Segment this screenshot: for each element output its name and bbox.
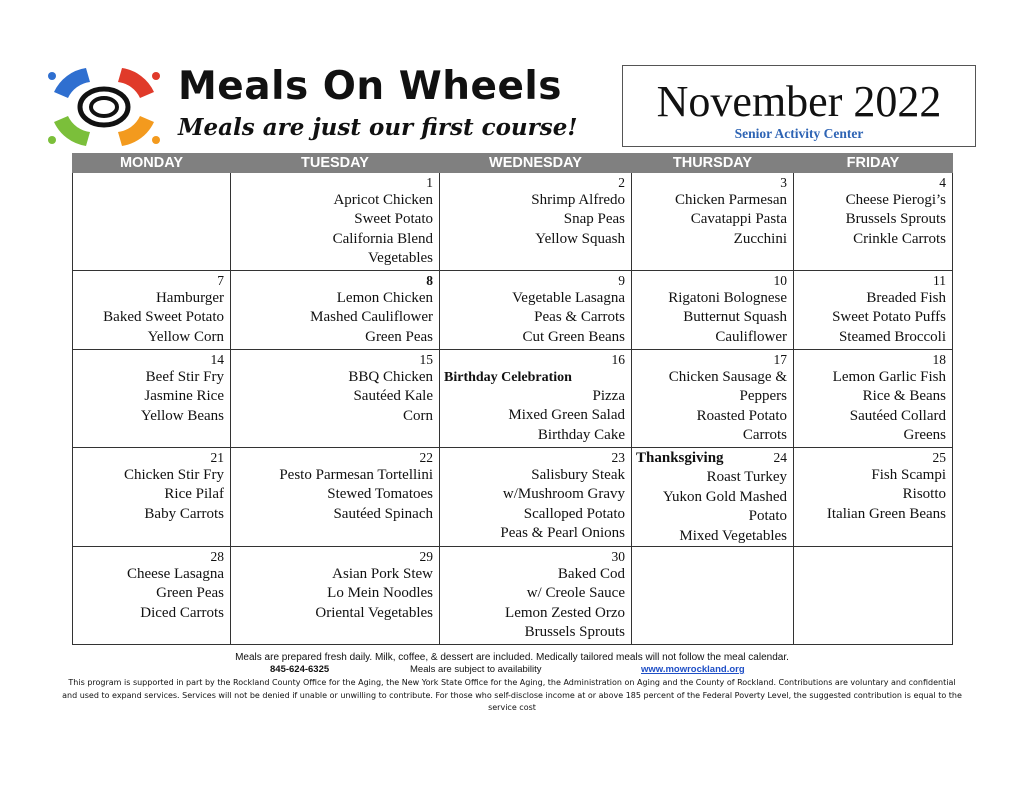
wheel-logo-icon xyxy=(46,64,162,150)
day-cell xyxy=(440,173,632,271)
day-number: 17 xyxy=(773,352,787,367)
day-number: 2 xyxy=(618,175,625,190)
meal-item: Lemon Zested Orzo xyxy=(505,604,625,621)
day-cell-empty xyxy=(794,547,953,645)
meal-item: w/ Creole Sauce xyxy=(526,585,625,602)
day-number: 16 xyxy=(611,352,625,367)
day-cell xyxy=(440,547,632,645)
week-row xyxy=(73,448,953,547)
meal-item: Brussels Sprouts xyxy=(524,624,625,641)
day-cell xyxy=(440,271,632,350)
meal-item: Oriental Vegetables xyxy=(315,604,433,621)
meal-item: Cauliflower xyxy=(715,328,787,345)
day-cell-empty xyxy=(632,547,794,645)
meal-item: Butternut Squash xyxy=(683,309,787,326)
meal-item: Roasted Potato xyxy=(696,407,787,424)
meal-item: Brussels Sprouts xyxy=(845,211,946,228)
meal-item: Sweet Potato Puffs xyxy=(832,309,946,326)
day-number: 30 xyxy=(611,549,625,565)
meal-item: Fish Scampi xyxy=(871,467,946,483)
center-subtitle: Senior Activity Center xyxy=(734,126,864,141)
meal-item: Rice & Beans xyxy=(862,388,946,405)
day-number: 10 xyxy=(773,273,787,288)
day-number: 28 xyxy=(210,549,224,565)
day-number: 4 xyxy=(939,175,946,190)
meal-item: Chicken Stir Fry xyxy=(124,467,224,483)
weekday-header-row xyxy=(73,154,953,173)
day-cell xyxy=(231,173,440,271)
meal-item: Carrots xyxy=(742,427,787,444)
meal-item: Rigatoni Bolognese xyxy=(668,290,787,306)
meal-item: Asian Pork Stew xyxy=(332,566,433,583)
meal-item: Scalloped Potato xyxy=(523,505,625,522)
meal-item: Greens xyxy=(903,427,946,444)
meal-item: Snap Peas xyxy=(563,211,625,228)
day-cell xyxy=(73,271,231,350)
meal-item: Shrimp Alfredo xyxy=(531,192,625,208)
meal-item: Mixed Vegetables xyxy=(679,527,787,544)
birthday-celebration-label: Birthday Celebration xyxy=(444,370,572,385)
meal-item: Rice Pilaf xyxy=(164,486,224,503)
day-cell xyxy=(73,547,231,645)
meal-item: Mixed Green Salad xyxy=(508,407,625,424)
day-cell xyxy=(794,173,953,271)
day-cell xyxy=(632,350,794,448)
day-number: 11 xyxy=(933,273,946,288)
meal-item: Zucchini xyxy=(733,230,787,247)
website-link[interactable]: www.mowrockland.org xyxy=(641,664,745,675)
meal-item: Sautéed Kale xyxy=(353,388,433,405)
day-cell xyxy=(632,448,794,547)
month-title: November 2022 xyxy=(656,77,942,126)
weekday-header: WEDNESDAY xyxy=(440,154,632,173)
meal-item: Chicken Parmesan xyxy=(674,192,787,208)
thanksgiving-header xyxy=(636,449,787,468)
meal-item: Baby Carrots xyxy=(144,505,224,522)
meal-item: Sweet Potato xyxy=(354,211,433,228)
meal-item: Chicken Sausage & xyxy=(668,369,787,385)
thanksgiving-label: Thanksgiving xyxy=(636,450,724,466)
meal-item: Salisbury Steak xyxy=(531,467,625,483)
meal-item: Lemon Garlic Fish xyxy=(832,369,946,385)
meal-item: California Blend xyxy=(332,230,433,247)
meal-item: Cavatappi Pasta xyxy=(690,211,787,228)
meal-item: Green Peas xyxy=(365,328,433,345)
meal-item: Yellow Beans xyxy=(140,407,224,424)
day-number: 7 xyxy=(217,273,224,288)
brand-block xyxy=(178,64,618,154)
day-number: 14 xyxy=(210,352,224,367)
meal-item: Steamed Broccoli xyxy=(838,328,946,345)
meal-item: BBQ Chicken xyxy=(348,369,433,385)
meal-item: Diced Carrots xyxy=(140,604,224,621)
meal-item: Crinkle Carrots xyxy=(853,230,946,247)
meal-item: Lemon Chicken xyxy=(336,290,433,306)
meal-calendar xyxy=(72,153,953,645)
day-cell-empty xyxy=(73,173,231,271)
day-cell xyxy=(440,350,632,448)
weekday-header: TUESDAY xyxy=(231,154,440,173)
meal-item: Cheese Pierogi’s xyxy=(845,192,946,208)
brand-name: Meals On Wheels xyxy=(178,64,562,109)
day-number: 23 xyxy=(611,450,625,465)
day-number: 3 xyxy=(780,175,787,190)
meal-item: Sautéed Spinach xyxy=(333,505,433,522)
weekday-header: MONDAY xyxy=(73,154,231,173)
meal-item: Pesto Parmesan Tortellini xyxy=(279,467,433,483)
day-number: 21 xyxy=(210,450,224,465)
meal-item: Roast Turkey xyxy=(706,469,787,486)
meal-item: Pizza xyxy=(592,388,625,404)
day-cell xyxy=(231,350,440,448)
day-cell xyxy=(632,173,794,271)
month-title-box xyxy=(622,65,976,147)
meal-item: Cut Green Beans xyxy=(522,328,625,345)
meal-item: Peas & Pearl Onions xyxy=(500,525,625,542)
meal-item: Yukon Gold Mashed xyxy=(662,488,787,505)
phone-number: 845-624-6325 xyxy=(270,664,330,675)
meals-on-wheels-logo xyxy=(46,64,162,150)
day-cell xyxy=(794,350,953,448)
day-number: 18 xyxy=(932,352,946,367)
weekday-header: FRIDAY xyxy=(794,154,953,173)
meal-item: Corn xyxy=(403,407,433,424)
day-number: 15 xyxy=(419,352,433,367)
meal-item: Peas & Carrots xyxy=(534,309,625,326)
day-cell xyxy=(73,448,231,547)
meal-item: Italian Green Beans xyxy=(826,505,946,522)
footer-contact-row xyxy=(60,664,964,676)
brand-tagline: Meals are just our first course! xyxy=(178,114,578,141)
day-number: 22 xyxy=(419,450,433,465)
meal-item: Potato xyxy=(748,508,787,525)
meal-item: Baked Sweet Potato xyxy=(103,309,224,326)
week-row xyxy=(73,173,953,271)
day-cell xyxy=(794,448,953,547)
meal-item: Jasmine Rice xyxy=(144,388,224,405)
week-row xyxy=(73,350,953,448)
meal-item: Sautéed Collard xyxy=(849,407,946,424)
meal-item: Vegetables xyxy=(368,250,433,267)
meal-item: Baked Cod xyxy=(557,566,625,583)
weekday-header: THURSDAY xyxy=(632,154,794,173)
day-number: 24 xyxy=(773,450,787,465)
meal-item: Beef Stir Fry xyxy=(145,369,224,385)
meal-item: Hamburger xyxy=(155,290,224,306)
day-number: 29 xyxy=(419,549,433,565)
meal-item: Vegetable Lasagna xyxy=(512,290,625,306)
meal-item: Yellow Corn xyxy=(147,328,224,345)
meal-item: Lo Mein Noodles xyxy=(327,585,433,602)
footer xyxy=(60,652,964,715)
meal-item: Birthday Cake xyxy=(537,426,625,443)
meal-item: Peppers xyxy=(739,388,787,405)
meal-item: Breaded Fish xyxy=(866,290,946,306)
day-cell xyxy=(231,547,440,645)
funding-disclaimer: This program is supported in part by the Rockland County Office for the Aging, the New York State Office for the Aging, the Administration on Aging and the County of Rockland. Contributions are voluntary and confidential and used to expand services. Services will not be denied if unable or unwilling to contribute. For those who self-disclose income at or above 185 percent of the Federal Poverty Level, the suggested contribution is equal to the service cost xyxy=(62,678,962,712)
meal-item: Yellow Squash xyxy=(535,230,625,247)
day-cell xyxy=(231,448,440,547)
availability-note: Meals are subject to availability xyxy=(410,664,542,675)
day-cell xyxy=(632,271,794,350)
meal-item: Green Peas xyxy=(156,585,224,602)
day-number: 1 xyxy=(426,175,433,190)
meal-item: Stewed Tomatoes xyxy=(327,486,433,503)
meal-item: Risotto xyxy=(902,486,946,503)
meal-item: Cheese Lasagna xyxy=(126,566,224,583)
day-number: 25 xyxy=(932,450,946,465)
day-number: 8 xyxy=(426,273,433,288)
week-row xyxy=(73,271,953,350)
day-cell xyxy=(440,448,632,547)
week-row xyxy=(73,547,953,645)
day-cell xyxy=(794,271,953,350)
meal-item: w/Mushroom Gravy xyxy=(502,486,625,503)
meal-item: Mashed Cauliflower xyxy=(310,309,433,326)
day-cell xyxy=(231,271,440,350)
footer-note: Meals are prepared fresh daily. Milk, coffee, & dessert are included. Medically tailored meals will not follow the meal calendar. xyxy=(235,652,789,663)
meal-item: Apricot Chicken xyxy=(333,192,433,208)
day-cell xyxy=(73,350,231,448)
day-number: 9 xyxy=(618,273,625,288)
